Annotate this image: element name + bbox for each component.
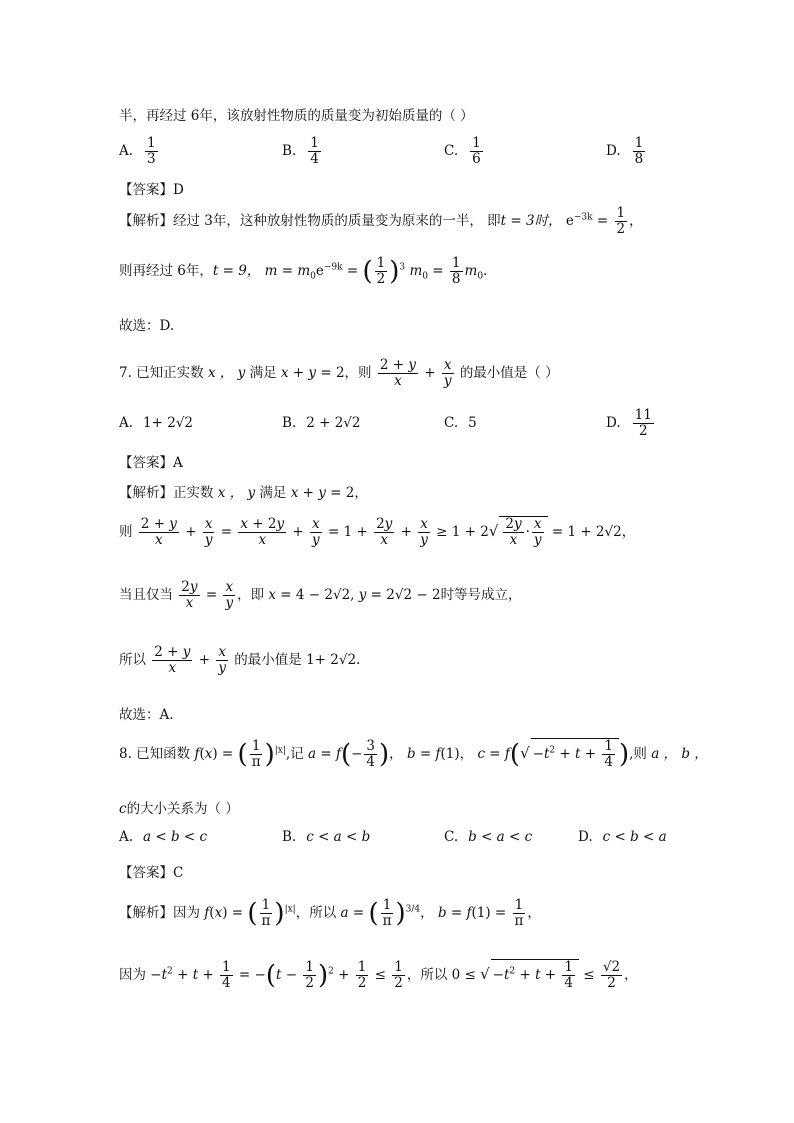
q7-options: [119, 402, 679, 444]
q6-answer: 【答案】D: [119, 182, 184, 198]
formula: $\frac{2 + y}{x}$ + $\frac{x}{y}$: [154, 644, 226, 676]
option-label: A.: [119, 829, 134, 845]
q7-stem: 7. 已知正实数 x ， y 满足 x + y = 2，则 $\frac{2 + y}{x}$ + $\frac{x}{y}$ 的最小值是（ ）: [119, 357, 559, 389]
option-label: B.: [282, 415, 297, 431]
q6-option-c: [444, 130, 485, 172]
formula: a ， b ，: [651, 745, 708, 762]
q6-option-d: [606, 130, 647, 172]
q7-option-a: [119, 402, 193, 444]
option-label: C.: [444, 415, 459, 431]
option-fraction: $\frac{11}{2}$: [634, 406, 652, 439]
option-value: a < b < c: [143, 829, 208, 845]
q7-option-d: [606, 402, 656, 444]
option-label: A.: [119, 415, 134, 431]
q8-options: [119, 816, 679, 858]
option-value: c < a < b: [306, 829, 371, 845]
formula: x = 4 − 2√2, y = 2√2 − 2: [268, 586, 441, 603]
option-fraction: $\frac{1}{8}$: [634, 134, 644, 167]
formula: 0 ≤ √ $-t^2 + t$ + $\frac{1}{4}$ ≤ $\frac{√2}{2}$ ，: [451, 959, 638, 991]
option-label: B.: [282, 143, 297, 159]
q6-stem: 半，再经过 6年，该放射性物质的质量变为初始质量的（ ）: [119, 108, 474, 124]
q8-option-c: [444, 816, 532, 858]
option-fraction: $\frac{1}{3}$: [147, 134, 156, 167]
q7-analysis-line2: 则 $\frac{2 + y}{x}$ + $\frac{x}{y}$ = $\frac{x + 2y}{x}$ + $\frac{x}{y}$ = 1 + $\frac{2y}{x}$ + $\frac{x}{y}$ ≥ 1 + 2√ $\frac{2y}{x}$ · $\frac{x}{y}$ = 1 + 2√2，: [119, 516, 636, 548]
formula: 1+ 2√2.: [306, 651, 361, 668]
option-value: 5: [468, 415, 477, 431]
q7-answer: 【答案】A: [119, 455, 183, 471]
option-value: 1+ 2√2: [143, 415, 194, 431]
q7-option-c: [444, 402, 477, 444]
q7-analysis-line1: 【解析】正实数 x ， y 满足 x + y = 2，: [119, 485, 368, 501]
q7-analysis-line4: 所以 $\frac{2 + y}{x}$ + $\frac{x}{y}$ 的最小值是 1+ 2√2.: [119, 644, 361, 676]
q8-option-d: [578, 816, 667, 858]
formula: $m = m_0e^{-9k}$ = ( $\frac{1}{2}$ )$^3$ $m_0$ = $\frac{1}{8}$ $m_0$.: [264, 255, 488, 287]
q8-analysis-line1: 【解析】因为 f(x) = ( $\frac{1}{\pi}$ )$^{|x|}$，所以 a = ( $\frac{1}{\pi}$ )$^{3/4}$， b = f(1) = $\frac{1}{\pi}$ ，: [119, 897, 541, 929]
formula: $\frac{2y}{x}$ = $\frac{x}{y}$: [181, 579, 234, 611]
option-label: C.: [444, 829, 459, 845]
formula: a = f(− $\frac{3}{4}$ )， b = f(1)， $c = f(√ -t^2 + t$ + $\frac{1}{4}$ ),: [307, 738, 634, 770]
option-label: A.: [119, 143, 134, 159]
formula: a = ( $\frac{1}{\pi}$ )$^{3/4}$， b = f(1) = $\frac{1}{\pi}$ ，: [340, 897, 541, 929]
option-fraction: $\frac{1}{4}$: [310, 134, 319, 167]
q7-conclusion: 故选：A.: [119, 707, 174, 723]
option-value: 2 + 2√2: [306, 415, 361, 431]
formula: $-t^2 + t$ + $\frac{1}{4}$ = −(t − $\frac{1}{2}$ )$^2$ + $\frac{1}{2}$ ≤ $\frac{1}{2}$: [150, 959, 403, 991]
formula: f(x) = ( $\frac{1}{\pi}$ )$^{|x|}$: [204, 897, 296, 929]
q8-option-a: [119, 816, 207, 858]
formula: $e^{-3k}$ = $\frac{1}{2}$ ，: [565, 205, 643, 237]
option-label: D.: [606, 143, 621, 159]
formula: f(x) = ( $\frac{1}{\pi}$ )$^{|x|}$,: [194, 738, 291, 770]
formula: x + y = 2，则 $\frac{2 + y}{x}$ + $\frac{x}{y}$: [280, 357, 452, 389]
q6-options: [119, 130, 679, 172]
q6-option-b: [282, 130, 323, 172]
option-label: D.: [578, 829, 593, 845]
q6-option-a: [119, 130, 160, 172]
option-label: B.: [282, 829, 297, 845]
formula: $\frac{2 + y}{x}$ + $\frac{x}{y}$ = $\frac{x + 2y}{x}$ + $\frac{x}{y}$ = 1 + $\frac{2y}{x}$ + $\frac{x}{y}$ ≥ 1 + 2√ $\frac{2y}{x}$ · $\frac{x}{y}$ = 1 + 2√2，: [140, 516, 636, 548]
option-fraction: $\frac{1}{6}$: [472, 134, 481, 167]
formula: x ， y: [217, 485, 260, 501]
formula: c: [119, 801, 127, 817]
q8-option-b: [282, 816, 370, 858]
option-label: D.: [606, 415, 621, 431]
q7-analysis-line3: 当且仅当 $\frac{2y}{x}$ = $\frac{x}{y}$ ，即 x = 4 − 2√2, y = 2√2 − 2时等号成立，: [119, 579, 522, 611]
q7-option-b: [282, 402, 360, 444]
q6-analysis-line1: 【解析】经过 3年，这种放射性物质的质量变为原来的一半， 即t = 3时， $e^{-3k}$ = $\frac{1}{2}$ ，: [119, 205, 643, 237]
q6-conclusion: 故选：D.: [119, 318, 175, 334]
q8-analysis-line2: 因为 $-t^2 + t$ + $\frac{1}{4}$ = −(t − $\frac{1}{2}$ )$^2$ + $\frac{1}{2}$ ≤ $\frac{1}{2}$ ，所以 0 ≤ √ $-t^2 + t$ + $\frac{1}{4}$ ≤ $\frac{√2}{2}$ ，: [119, 959, 638, 991]
option-label: C.: [444, 143, 459, 159]
formula: x ， y: [207, 364, 250, 381]
formula: x + y = 2，: [290, 485, 368, 501]
q8-answer: 【答案】C: [119, 865, 184, 881]
option-value: c < b < a: [602, 829, 667, 845]
q8-stem-line1: 8. 已知函数 f(x) = ( $\frac{1}{\pi}$ )$^{|x|}$,记 a = f(− $\frac{3}{4}$ )， b = f(1)， $c = f(√ -t^2 + t$ + $\frac{1}{4}$ ),则 a ， b ，: [119, 738, 708, 770]
q8-stem-line2: c的大小关系为（ ）: [119, 801, 239, 817]
q6-analysis-line2: 则再经过 6年，t = 9， $m = m_0e^{-9k}$ = ( $\frac{1}{2}$ )$^3$ $m_0$ = $\frac{1}{8}$ $m_0$.: [119, 255, 488, 287]
option-value: b < a < c: [468, 829, 533, 845]
